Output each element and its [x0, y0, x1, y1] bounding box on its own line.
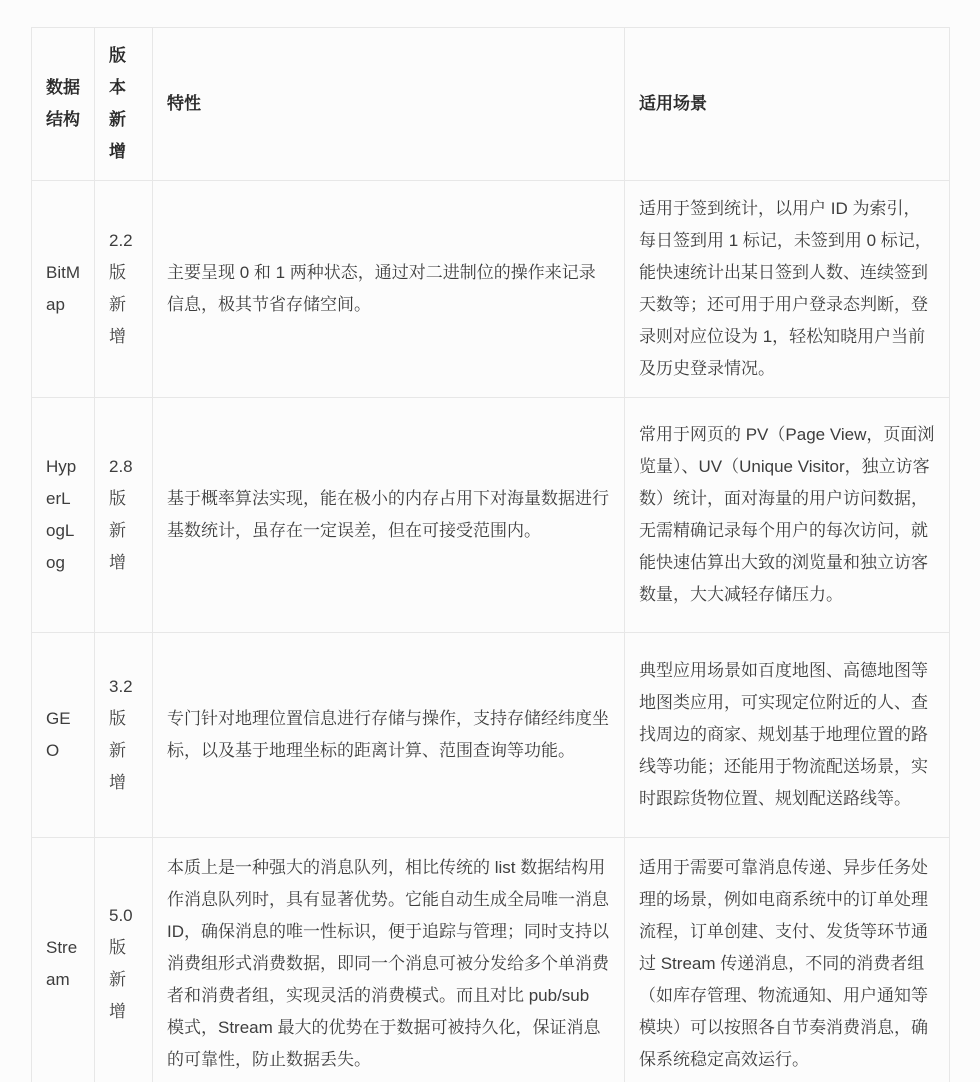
cell-feature-text: 专门针对地理位置信息进行存储与操作，支持存储经纬度坐标，以及基于地理坐标的距离计算、范围查询等功能。 [153, 633, 625, 838]
cell-version-added: 3.2 版新增 [95, 633, 153, 838]
cell-scenario-text: 常用于网页的 PV（Page View，页面浏览量）、UV（Unique Visitor，独立访客数）统计，面对海量的用户访问数据，无需精确记录每个用户的每次访问，就能快速估算出大致的浏览量和独立访客数量，大大减轻存储压力。 [625, 398, 950, 633]
cell-feature-text: 主要呈现 0 和 1 两种状态，通过对二进制位的操作来记录信息，极其节省存储空间。 [153, 181, 625, 398]
header-cell-scenario: 适用场景 [625, 28, 950, 181]
table-header-row [32, 28, 950, 181]
cell-scenario-text: 适用于需要可靠消息传递、异步任务处理的场景，例如电商系统中的订单处理流程，订单创建、支付、发货等环节通过 Stream 传递消息，不同的消费者组（如库存管理、物流通知、用户通知等模块）可以按照各自节奏消费消息，确保系统稳定高效运行。 [625, 838, 950, 1082]
table-row-stream [32, 838, 950, 1082]
header-cell-feature: 特性 [153, 28, 625, 181]
header-cell-version: 版本新增 [95, 28, 153, 181]
cell-version-added: 2.2 版新增 [95, 181, 153, 398]
cell-structure-name: GEO [32, 633, 95, 838]
cell-version-added: 2.8 版新增 [95, 398, 153, 633]
cell-structure-name: HyperLogLog [32, 398, 95, 633]
table-row-hyperloglog [32, 398, 950, 633]
cell-feature-text: 基于概率算法实现，能在极小的内存占用下对海量数据进行基数统计，虽存在一定误差，但在可接受范围内。 [153, 398, 625, 633]
redis-structures-table [31, 27, 950, 1082]
cell-version-added: 5.0 版新增 [95, 838, 153, 1082]
cell-structure-name: Stream [32, 838, 95, 1082]
cell-scenario-text: 适用于签到统计，以用户 ID 为索引，每日签到用 1 标记，未签到用 0 标记，能快速统计出某日签到人数、连续签到天数等；还可用于用户登录态判断，登录则对应位设为 1，轻松知晓用户当前及历史登录情况。 [625, 181, 950, 398]
header-cell-structure: 数据结构 [32, 28, 95, 181]
cell-structure-name: BitMap [32, 181, 95, 398]
table-row-bitmap [32, 181, 950, 398]
table-row-geo [32, 633, 950, 838]
cell-scenario-text: 典型应用场景如百度地图、高德地图等地图类应用，可实现定位附近的人、查找周边的商家、规划基于地理位置的路线等功能；还能用于物流配送场景，实时跟踪货物位置、规划配送路线等。 [625, 633, 950, 838]
cell-feature-text: 本质上是一种强大的消息队列，相比传统的 list 数据结构用作消息队列时，具有显著优势。它能自动生成全局唯一消息 ID，确保消息的唯一性标识，便于追踪与管理；同时支持以消费组形式消费数据，即同一个消息可被分发给多个单消费者和消费者组，实现灵活的消费模式。而且对比 pub/sub 模式，Stream 最大的优势在于数据可被持久化，保证消息的可靠性，防止数据丢失。 [153, 838, 625, 1082]
